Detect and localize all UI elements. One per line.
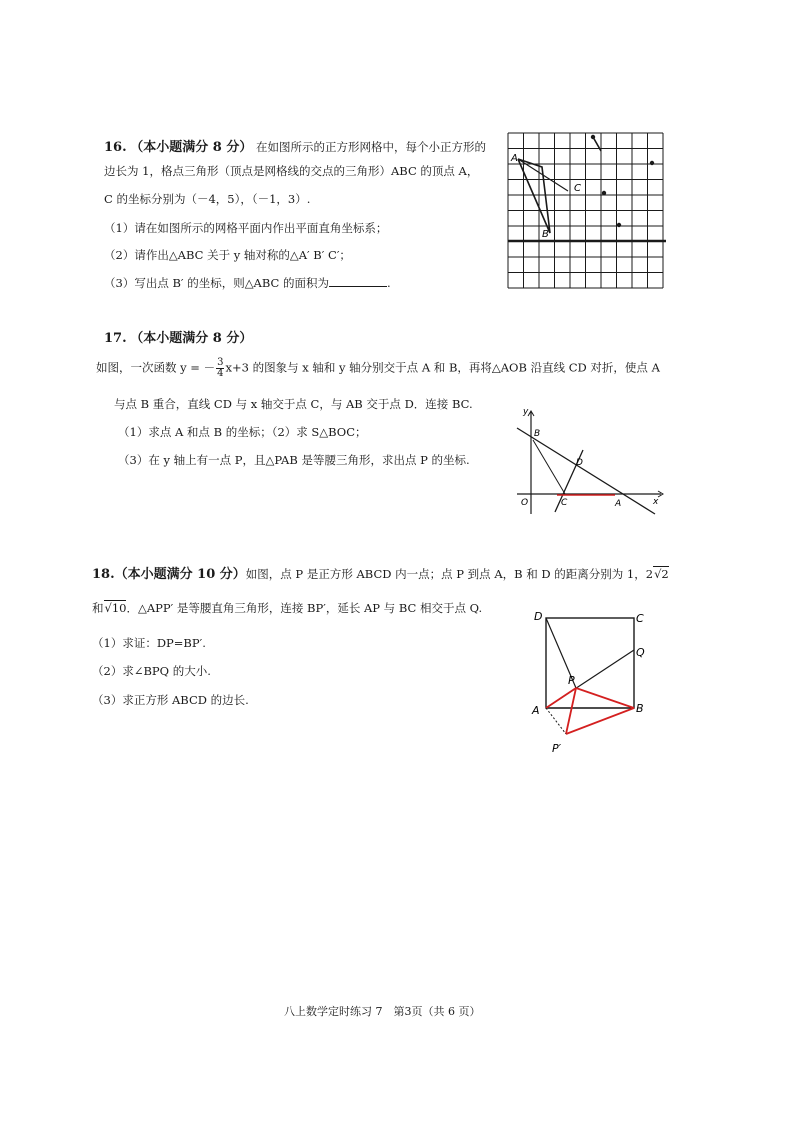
q18-text-2b: ．△APP′ 是等腰直角三角形，连接 BP′，延长 AP 与 BC 相交于点 Q. <box>126 601 483 615</box>
sqrt-10: √10 <box>104 601 127 615</box>
q17-score: （本小题满分 8 分） <box>130 331 253 346</box>
q18-number: 18. <box>92 567 115 582</box>
q18-line-ap2 <box>546 708 566 734</box>
q17-label-x: x <box>653 497 659 507</box>
q17-line1 <box>96 358 660 379</box>
q18-line-pb <box>576 688 634 708</box>
q16-number: 16. <box>104 140 127 155</box>
q18-label-q: Q <box>636 646 645 659</box>
q17-label-b: B <box>534 429 541 439</box>
q16-line1 <box>104 136 486 155</box>
q18-square-figure <box>530 606 660 766</box>
sqrt-2: √2 <box>654 567 669 581</box>
frac-numerator: 3 <box>217 357 224 368</box>
q16-label-c: C <box>574 183 581 194</box>
q18-part3: （3）求正方形 ABCD 的边长. <box>92 693 249 707</box>
q18-label-a: A <box>532 704 540 717</box>
q18-line-pp2 <box>566 688 576 734</box>
q18-label-p-prime: P′ <box>552 742 562 755</box>
q17-label-c: C <box>561 498 568 508</box>
q18-label-d: D <box>534 610 543 623</box>
page-footer: 八上数学定时练习 7 第3页（共 6 页） <box>284 1005 481 1018</box>
q17-heading <box>104 327 252 346</box>
q17-text-1b: x+3 的图象与 x 轴和 y 轴分别交于点 A 和 B，再将△AOB 沿直线 CD 对折，使点 A <box>225 360 660 375</box>
q17-part1: （1）求点 A 和点 B 的坐标；（2）求 S△BOC； <box>118 425 367 439</box>
q16-point <box>602 191 606 195</box>
q16-text-2: 边长为 1，格点三角形（顶点是网格线的交点的三角形）ABC 的顶点 A， <box>104 164 479 178</box>
sqrt-2-value: 2 <box>661 567 669 581</box>
q18-line-p2b <box>566 708 634 734</box>
q17-graph-figure <box>515 408 665 518</box>
q18-part2: （2）求∠BPQ 的大小. <box>92 664 211 678</box>
q17-label-d: D <box>576 458 583 468</box>
answer-blank[interactable] <box>329 276 387 287</box>
q18-label-c: C <box>636 612 644 625</box>
q16-text-1: 在如图所示的正方形网格中，每个小正方形的 <box>256 140 487 154</box>
q16-part3 <box>104 275 391 291</box>
q17-line-ab <box>517 428 655 514</box>
q18-square-abcd <box>546 618 634 708</box>
q17-label-a: A <box>615 499 622 509</box>
q18-part1: （1）求证：DP=BP′. <box>92 636 206 650</box>
q18-text-1: 如图，点 P 是正方形 ABCD 内一点；点 P 到点 A，B 和 D 的距离分别为 1，2 <box>245 567 654 581</box>
q17-number: 17. <box>104 331 127 346</box>
q16-label-b: B <box>542 229 549 240</box>
q18-label-p: P <box>568 674 575 687</box>
q18-label-b: B <box>636 702 644 715</box>
q16-triangle-abc <box>518 159 550 233</box>
q17-label-o: O <box>521 498 529 508</box>
q16-grid-figure <box>508 133 668 293</box>
q17-label-y: y <box>523 407 529 417</box>
q16-label-a: A <box>511 153 518 164</box>
q17-text-2: 与点 B 重合，直线 CD 与 x 轴交于点 C，与 AB 交于点 D．连接 BC. <box>114 397 473 411</box>
q17-fraction <box>216 358 224 379</box>
frac-denominator: 4 <box>217 368 224 379</box>
q18-text-2a: 和 <box>92 601 104 615</box>
q16-point <box>650 161 654 165</box>
q16-part1: （1）请在如图所示的网格平面内作出平面直角坐标系； <box>104 221 388 235</box>
q17-part3: （3）在 y 轴上有一点 P，且△PAB 是等腰三角形，求出点 P 的坐标. <box>118 453 470 467</box>
q16-part3-text: （3）写出点 B′ 的坐标，则△ABC 的面积为 <box>104 276 329 290</box>
q16-part3-end: . <box>386 276 391 290</box>
q16-text-3: C 的坐标分别为（－4，5），（－1，3）. <box>104 192 311 206</box>
q18-line1 <box>92 563 669 582</box>
q18-score: （本小题满分 10 分） <box>114 567 246 582</box>
q17-text-1a: 如图，一次函数 y = － <box>96 360 216 375</box>
q16-score: （本小题满分 8 分） <box>130 140 253 155</box>
sqrt-10-value: 10 <box>111 601 127 615</box>
q16-part2: （2）请作出△ABC 关于 y 轴对称的△A′ B′ C′； <box>104 248 351 262</box>
q18-line2 <box>92 600 482 616</box>
q16-point <box>617 223 621 227</box>
